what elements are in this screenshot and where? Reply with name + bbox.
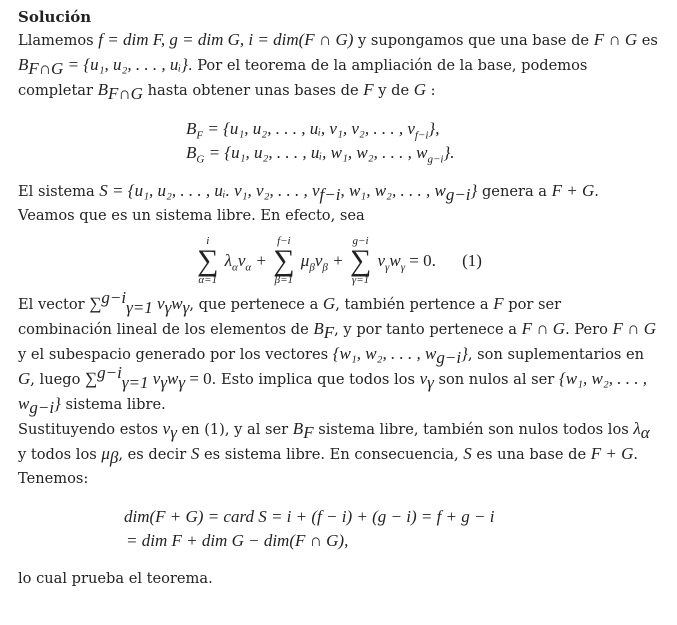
equation-sum: i ∑ α=1 $\lambda_\alpha v_\alpha$ + f−i ∑ β=1 $\mu_\beta v_\beta$ + g−i ∑ γ=1 $\nu_\gamma w_\gamma = 0$. (1) [197,235,482,286]
paragraph-vector: El vector ∑$^{g-i}_{\gamma=1}$ $\nu_\gamma w_\gamma$, que pertenece a G, también pertence a F por ser combinación lineal de los elementos de $B_F$, y por tanto pertenece a F ∩ G. Pero F ∩ G y el subespacio generado por los vectores {w₁, w₂, . . . , $w_{g-i}$}, son suplementarios en G, luego ∑$^{g-i}_{\gamma=1}$ $\nu_\gamma w_\gamma = 0$. Esto implica que todos los $\nu_\gamma$ son nulos al ser {w₁, w₂, . . . , $w_{g-i}$} sistema libre. [18,288,656,417]
paragraph-intro: Llamemos f = dim F, g = dim G, i = dim(F ∩ G) y supongamos que una base de F ∩ G es $B_{F\cap G} = \{u_1$, u₂, . . . , uᵢ}. Por el teorema de la ampliación de la base, podemos completar $B_{F\cap G}$ hasta obtener unas bases de F y de G : [18,30,658,103]
equation-label: (1) [462,251,482,270]
equation-bases: $B_F = \{u_1$, u₂, . . . , uᵢ, v₁, v₂, . . . , $v_{f-i}$}, $B_G = \{u_1$, u₂, . . . , uᵢ, w₁, w₂, . . . , $w_{g-i}$}. [186,119,455,166]
closing-line: lo cual prueba el teorema. [18,570,213,587]
paragraph-conclusion: Sustituyendo estos $\nu_\gamma$ en (1), y al ser $B_F$ sistema libre, también son nulos todos los $\lambda_\alpha$ y todos los $\mu_\beta$, es decir S es sistema libre. En consecuencia, S es una base de F + G. Tenemos: [18,419,650,487]
section-title: Solución [18,8,92,26]
equation-dimension: dim(F + G) = card S = i + (f − i) + (g − i) = f + g − i = dim F + dim G − dim(F ∩ G), [124,507,495,550]
paragraph-system: El sistema S = {u₁, u₂, . . . , uᵢ. v₁, v₂, . . . , $v_{f-i}$, w₁, w₂, . . . , $w_{g-i}$} genera a F + G. Veamos que es un sistema libre. En efecto, sea [18,181,599,224]
